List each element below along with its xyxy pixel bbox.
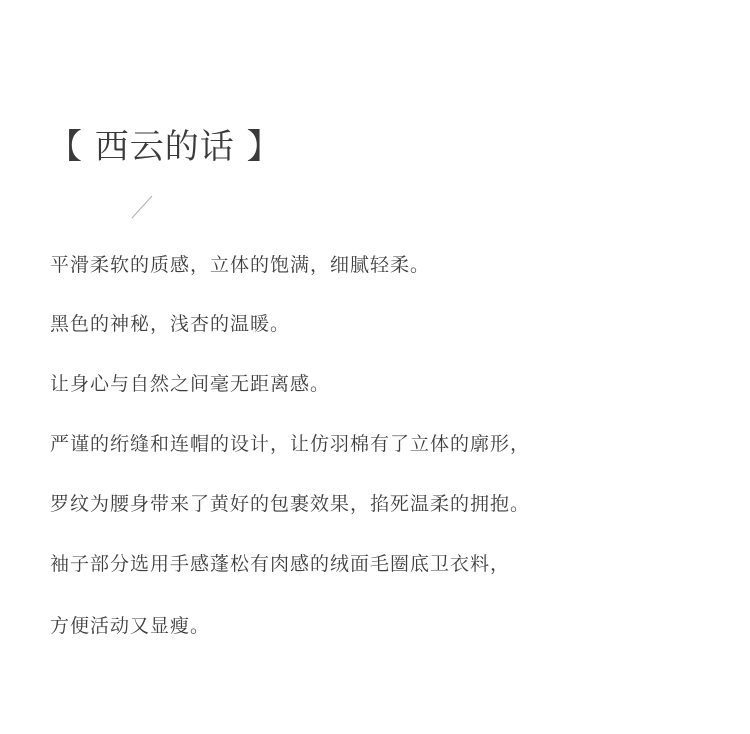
description-paragraph-1: 平滑柔软的质感，立体的饱满，细腻轻柔。	[50, 254, 431, 276]
description-paragraph-3: 让身心与自然之间毫无距离感。	[50, 373, 331, 395]
description-paragraph-7: 方便活动又显瘦。	[50, 615, 211, 637]
page-title: 【 西云的话 】	[48, 127, 282, 167]
description-paragraph-4: 严谨的绗缝和连帽的设计，让仿羽棉有了立体的廓形，	[50, 433, 531, 455]
decorative-slash-divider	[130, 194, 154, 220]
description-paragraph-5: 罗纹为腰身带来了黄好的包裹效果，掐死温柔的拥抱。	[50, 493, 531, 515]
description-paragraph-6: 袖子部分选用手感蓬松有肉感的绒面毛圈底卫衣料，	[50, 553, 511, 575]
description-paragraph-2: 黑色的神秘，浅杏的温暖。	[50, 313, 291, 335]
